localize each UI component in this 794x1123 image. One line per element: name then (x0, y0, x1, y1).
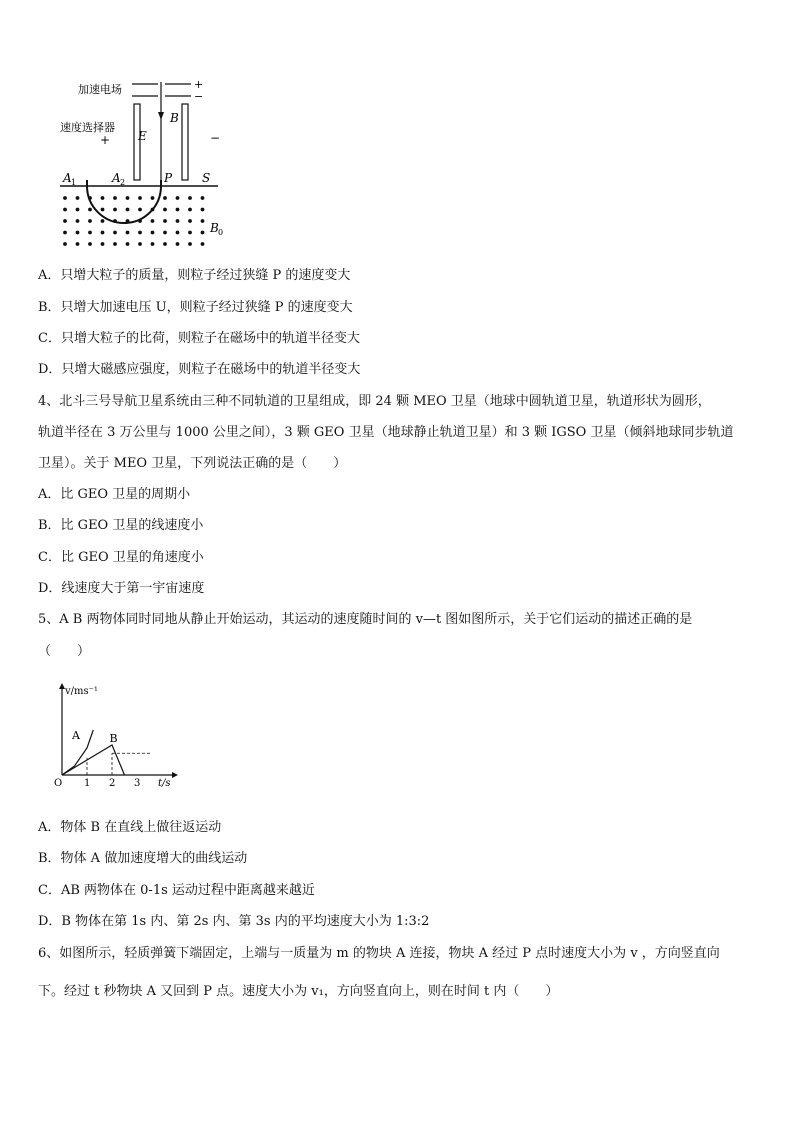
field-dot (76, 219, 80, 223)
q5-option-c: C．AB 两物体在 0-1s 运动过程中距离越来越近 (38, 883, 315, 898)
q3-option-c: C．只增大粒子的比荷，则粒子在磁场中的轨道半径变大 (38, 331, 360, 346)
field-dot (163, 231, 167, 235)
svg-text:−: − (210, 131, 221, 145)
field-dot (138, 196, 142, 200)
field-dot (201, 219, 205, 223)
field-dot (76, 208, 80, 212)
svg-text:+: + (194, 78, 204, 91)
q5-option-d: D．B 物体在第 1s 内、第 2s 内、第 3s 内的平均速度大小为 1:3:2 (38, 914, 430, 929)
field-dot (151, 231, 155, 235)
field-dot (188, 219, 192, 223)
svg-text:+: + (100, 133, 111, 147)
field-dot (138, 219, 142, 223)
field-dot (163, 196, 167, 200)
x-tick-label: 2 (109, 778, 116, 789)
field-dot (126, 219, 130, 223)
q4-option-b: B．比 GEO 卫星的线速度小 (38, 518, 204, 533)
field-dot (113, 196, 117, 200)
field-dot (126, 231, 130, 235)
mass-spectrometer-figure (60, 76, 235, 251)
q4-option-c: C．比 GEO 卫星的角速度小 (38, 550, 204, 565)
field-dot (163, 219, 167, 223)
field-dot (151, 208, 155, 212)
field-dot (126, 242, 130, 246)
field-dot (76, 196, 80, 200)
x-axis-label: t/s (158, 778, 171, 789)
field-dot (113, 219, 117, 223)
field-dot (88, 242, 92, 246)
q3-option-d: D．只增大磁感应强度，则粒子在磁场中的轨道半径变大 (38, 362, 361, 377)
field-dot (188, 231, 192, 235)
field-dot (76, 242, 80, 246)
field-dot (63, 242, 67, 246)
svg-text:1: 1 (71, 178, 77, 187)
q5-option-a: A．物体 B 在直线上做往返运动 (38, 820, 222, 835)
q6-stem-line2: 下。经过 t 秒物块 A 又回到 P 点。速度大小为 v₁，方向竖直向上，则在时间 t 内（ ） (38, 984, 559, 999)
field-dot (63, 208, 67, 212)
field-dot (63, 219, 67, 223)
series-b-line (62, 745, 125, 775)
field-dot (101, 242, 105, 246)
q4-stem-line2: 轨道半径在 3 万公里与 1000 公里之间），3 颗 GEO 卫星（地球静止轨道卫星）和 3 颗 IGSO 卫星（倾斜地球同步轨道 (38, 425, 734, 440)
label-accelerating-field: 加速电场 (78, 83, 122, 96)
field-dot (138, 208, 142, 212)
field-dot (63, 196, 67, 200)
field-dot (76, 231, 80, 235)
x-tick-label: 3 (134, 778, 141, 789)
q4-stem-line3: 卫星）。关于 MEO 卫星，下列说法正确的是（ ） (38, 456, 347, 471)
svg-text:E: E (138, 129, 147, 143)
q3-option-b: B．只增大加速电压 U，则粒子经过狭缝 P 的速度变大 (38, 300, 353, 315)
field-dot (176, 208, 180, 212)
svg-text:B: B (170, 111, 179, 125)
series-b-label: B (109, 732, 118, 745)
q6-stem-line1: 6、如图所示，轻质弹簧下端固定，上端与一质量为 m 的物块 A 连接，物块 A 经过 P 点时速度大小为 v ，方向竖直向 (38, 946, 720, 961)
series-a-label: A (72, 729, 80, 742)
x-tick-label: 1 (84, 778, 91, 789)
field-dot (101, 196, 105, 200)
field-dot (176, 231, 180, 235)
label-velocity-selector: 速度选择器 (60, 121, 115, 134)
field-dot (201, 231, 205, 235)
svg-text:−: − (194, 90, 204, 103)
field-dot (176, 219, 180, 223)
svg-text:A: A (112, 171, 121, 185)
field-dot (126, 208, 130, 212)
field-dot (113, 208, 117, 212)
field-dot (63, 231, 67, 235)
field-dot (176, 242, 180, 246)
field-dot (88, 208, 92, 212)
svg-text:P: P (164, 171, 173, 185)
svg-text:A: A (63, 171, 72, 185)
q4-option-d: D．线速度大于第一宇宙速度 (38, 581, 205, 596)
svg-text:B: B (210, 221, 219, 235)
field-dot (201, 196, 205, 200)
field-dot (176, 196, 180, 200)
q5-stem-line1: 5、A B 两物体同时同地从静止开始运动，其运动的速度随时间的 v—t 图如图所示，关于它们运动的描述正确的是 (38, 612, 693, 627)
y-axis-label: v/ms⁻¹ (65, 686, 98, 697)
field-dot (188, 242, 192, 246)
q5-stem-line2: （ ） (38, 644, 91, 659)
field-dot (151, 242, 155, 246)
q4-stem-line1: 4、北斗三号导航卫星系统由三种不同轨道的卫星组成，即 24 颗 MEO 卫星（地球中圆轨道卫星，轨道形状为圆形， (38, 394, 711, 409)
field-dot (88, 231, 92, 235)
svg-text:2: 2 (120, 178, 126, 187)
field-dot (188, 208, 192, 212)
field-dot (163, 242, 167, 246)
q5-option-b: B．物体 A 做加速度增大的曲线运动 (38, 851, 248, 866)
field-dot (151, 196, 155, 200)
field-dot (138, 242, 142, 246)
field-dot (101, 208, 105, 212)
field-dot (151, 219, 155, 223)
x-axis-arrow (172, 772, 178, 778)
field-dot (188, 196, 192, 200)
vt-chart (52, 682, 182, 790)
field-dot (201, 242, 205, 246)
x-tick-label: O (54, 778, 63, 789)
field-dot (101, 231, 105, 235)
svg-text:S: S (202, 171, 211, 185)
field-dot (126, 196, 130, 200)
field-dot (101, 219, 105, 223)
field-dot (138, 231, 142, 235)
field-dot (113, 231, 117, 235)
field-dot (113, 242, 117, 246)
field-dot (201, 208, 205, 212)
q3-option-a: A．只增大粒子的质量，则粒子经过狭缝 P 的速度变大 (38, 268, 351, 283)
field-dot (88, 219, 92, 223)
field-dot (163, 208, 167, 212)
field-dot (88, 196, 92, 200)
q4-option-a: A．比 GEO 卫星的周期小 (38, 487, 191, 502)
svg-text:0: 0 (218, 228, 224, 237)
